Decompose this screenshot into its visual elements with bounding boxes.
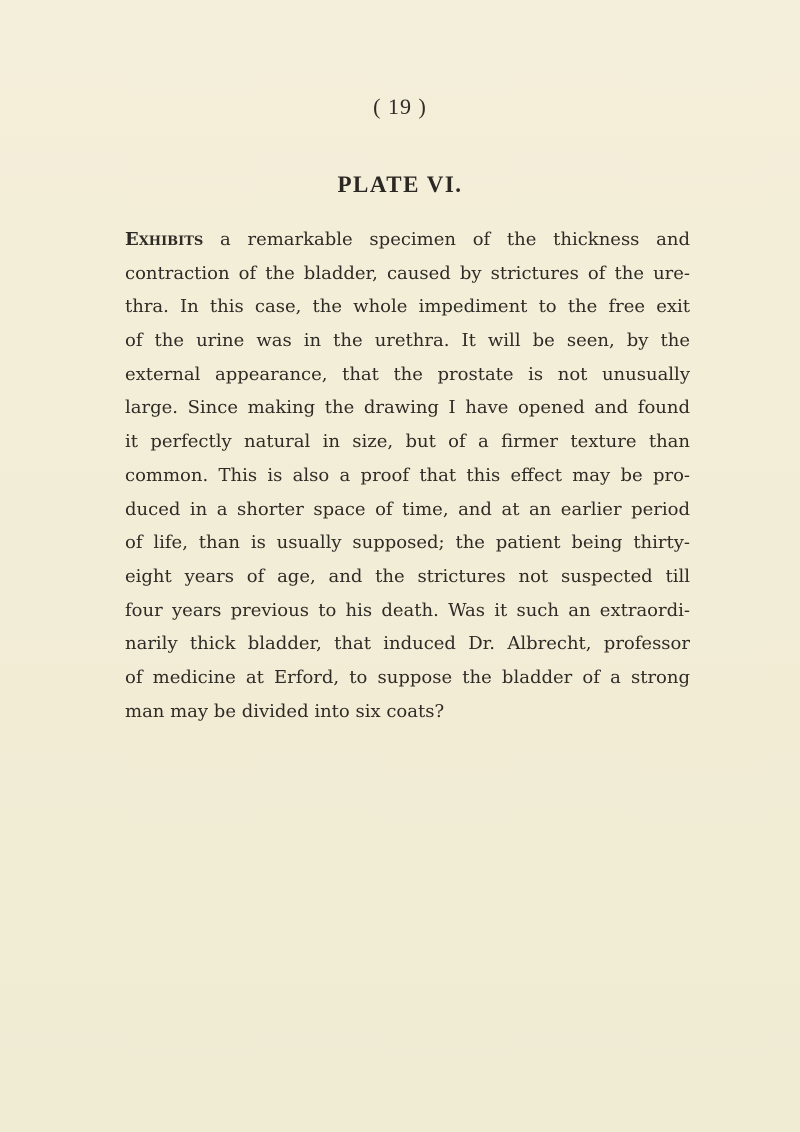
text-line: man may be divided into six coats? — [125, 700, 445, 722]
text-line: narily thick bladder, that induced Dr. Albrecht, professor — [125, 633, 690, 655]
text-line: contraction of the bladder, caused by strictures of the ure- — [125, 262, 690, 284]
text-line: eight years of age, and the strictures not suspected till — [125, 565, 690, 587]
text-line: four years previous to his death. Was it such an extraordi- — [125, 599, 690, 621]
body-paragraph — [125, 223, 690, 728]
page-number: ( 19 ) — [373, 94, 427, 119]
text-line: duced in a shorter space of time, and at an earlier period — [125, 498, 690, 520]
drop-word: Exhibits — [125, 229, 204, 250]
text-line: large. Since making the drawing I have opened and found — [125, 397, 690, 419]
text-line: thra. In this case, the whole impediment to the free exit — [125, 296, 690, 318]
text-line — [125, 223, 690, 257]
text-line: of life, than is usually supposed; the patient being thirty- — [125, 532, 690, 554]
text-line: of the urine was in the urethra. It will be seen, by the — [125, 330, 690, 352]
text-line-content: a remarkable specimen of the thickness and — [203, 229, 690, 250]
text-line: of medicine at Erford, to suppose the bladder of a strong — [125, 666, 690, 688]
text-line: external appearance, that the prostate is not unusually — [125, 363, 690, 385]
text-line: it perfectly natural in size, but of a firmer texture than — [125, 431, 690, 453]
text-line: common. This is also a proof that this effect may be pro- — [125, 464, 690, 486]
plate-title: PLATE VI. — [337, 172, 463, 197]
